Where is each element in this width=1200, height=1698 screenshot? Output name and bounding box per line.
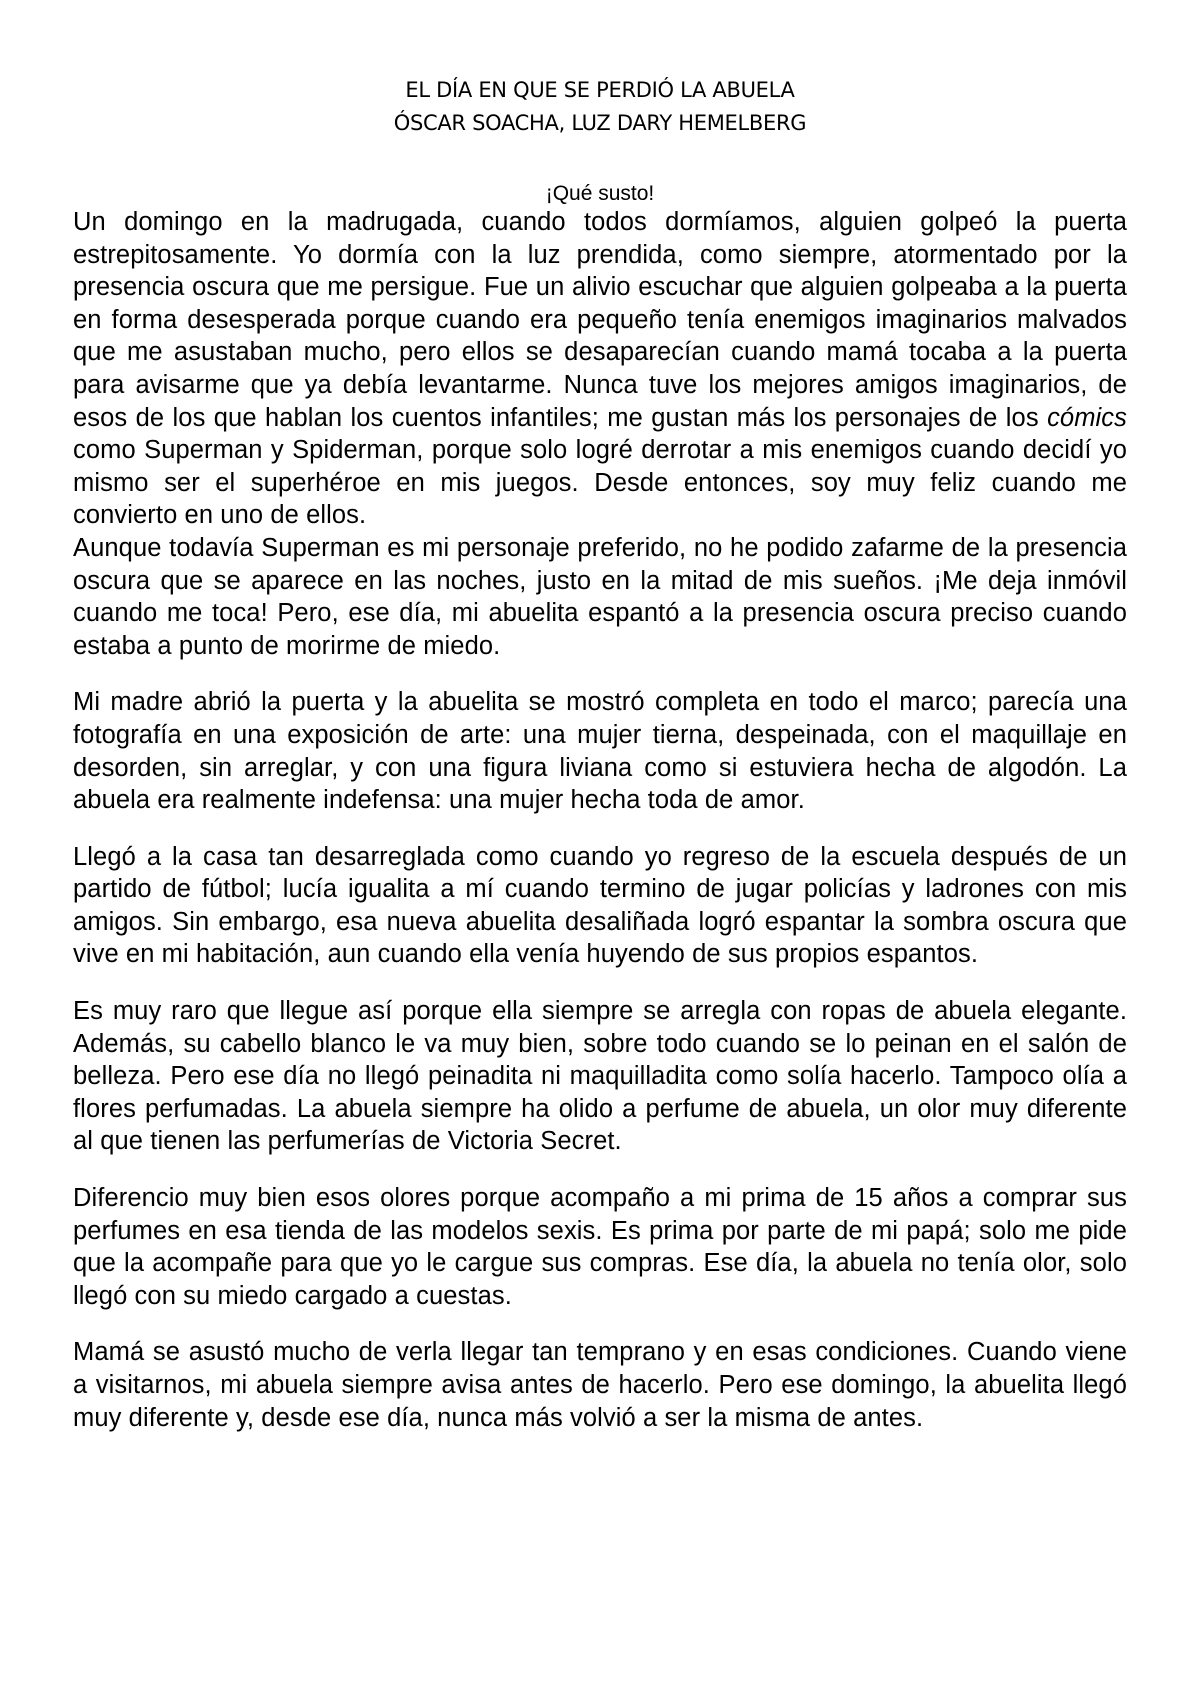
paragraph-3: Mi madre abrió la puerta y la abuelita se mostró completa en todo el marco; parecía una fotografía en una exposición de arte: una mujer tierna, despeinada, con el maquillaje en desorden, sin arreglar, y con una figura liviana como si estuviera hecha de algodón. La abuela era realmente indefensa: una mujer hecha toda de amor. bbox=[73, 688, 1127, 815]
document-page bbox=[73, 74, 1127, 1434]
paragraph-1 bbox=[73, 206, 1127, 532]
body-text bbox=[73, 206, 1127, 1434]
section-title: ¡Qué susto! bbox=[545, 182, 655, 205]
paragraph-1-text-b: como Superman y Spiderman, porque solo logré derrotar a mis enemigos cuando decidí yo mismo ser el superhéroe en mis juegos. Desde entonces, soy muy feliz cuando me convierto en uno de ellos. bbox=[73, 436, 1127, 530]
paragraph-7: Mamá se asustó mucho de verla llegar tan temprano y en esas condiciones. Cuando viene a visitarnos, mi abuela siempre avisa antes de hacerlo. Pero ese domingo, la abuelita llegó muy diferente y, desde ese día, nunca más volvió a ser la misma de antes. bbox=[73, 1338, 1127, 1432]
paragraph-1-italic: cómics bbox=[1047, 403, 1128, 432]
paragraph-6: Diferencio muy bien esos olores porque acompaño a mi prima de 15 años a comprar sus perfumes en esa tienda de las modelos sexis. Es prima por parte de mi papá; solo me pide que la acompañe para que yo le cargue sus compras. Ese día, la abuela no tenía olor, solo llegó con su miedo cargado a cuestas. bbox=[73, 1184, 1127, 1310]
title-block bbox=[73, 74, 1127, 140]
paragraph-4: Llegó a la casa tan desarreglada como cuando yo regreso de la escuela después de un partido de fútbol; lucía igualita a mí cuando termino de jugar policías y ladrones con mis amigos. Sin embargo, esa nueva abuelita desaliñada logró espantar la sombra oscura que vive en mi habitación, aun cuando ella venía huyendo de sus propios espantos. bbox=[73, 842, 1127, 969]
document-authors: ÓSCAR SOACHA, LUZ DARY HEMELBERG bbox=[393, 111, 807, 135]
paragraph-2: Aunque todavía Superman es mi personaje preferido, no he podido zafarme de la presencia oscura que se aparece en las noches, justo en la mitad de mis sueños. ¡Me deja inmóvil cuando me toca! Pero, ese día, mi abuelita espantó a la presencia oscura preciso cuando estaba a punto de morirme de miedo. bbox=[73, 533, 1127, 660]
document-title: EL DÍA EN QUE SE PERDIÓ LA ABUELA bbox=[405, 78, 795, 102]
paragraph-5: Es muy raro que llegue así porque ella siempre se arregla con ropas de abuela elegante. Además, su cabello blanco le va muy bien, sobre todo cuando se lo peinan en el salón de belleza. Pero ese día no llegó peinadita ni maquilladita como solía hacerlo. Tampoco olía a flores perfumadas. La abuela siempre ha olido a perfume de abuela, un olor muy diferente al que tienen las perfumerías de Victoria Secret. bbox=[73, 997, 1127, 1156]
paragraph-1-text-a: Un domingo en la madrugada, cuando todos dormíamos, alguien golpeó la puerta estrepitosamente. Yo dormía con la luz prendida, como siempre, atormentado por la presencia oscura que me persigue. Fue un alivio escuchar que alguien golpeaba a la puerta en forma desesperada porque cuando era pequeño tenía enemigos imaginarios malvados que me asustaban mucho, pero ellos se desaparecían cuando mamá tocaba a la puerta para avisarme que ya debía levantarme. Nunca tuve los mejores amigos imaginarios, de esos de los que hablan los cuentos infantiles; me gustan más los personajes de los bbox=[73, 208, 1127, 432]
